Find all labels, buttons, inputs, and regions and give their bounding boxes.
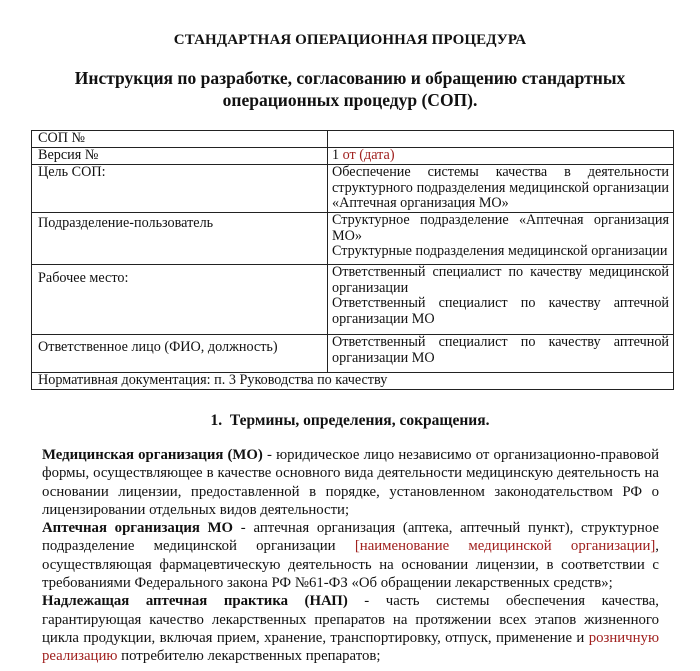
workplace-label: Рабочее место:	[32, 265, 328, 335]
sop-number-label: СОП №	[32, 131, 328, 148]
workplace-value	[328, 265, 674, 335]
definition-term: Надлежащая аптечная практика (НАП)	[42, 593, 348, 610]
definition-term: Медицинская организация (МО)	[42, 447, 263, 463]
table-row-sop-number	[32, 131, 674, 148]
purpose-value: Обеспечение системы качества в деятельности структурного подразделения медицинской организации «Аптечная организация МО»	[328, 165, 674, 213]
definition-text: - аптечная организация (аптека, аптечный пункт), структурное подразделение медицинской организации	[42, 520, 659, 555]
version-number: 1	[332, 147, 340, 163]
user-unit-value-1: Структурное подразделение «Аптечная организация МО»	[332, 212, 669, 244]
definition-item	[42, 446, 659, 519]
definition-text: - юридическое лицо независимо от организационно-правовой формы, осуществляющее в качестве основного вида деятельности медицинскую деятельность на основании лицензии, предоставленной в порядке, установленном законодательством РФ о лицензировании отдельных видов деятельности;	[42, 447, 659, 518]
sop-number-value	[328, 131, 674, 148]
table-row-responsible	[32, 335, 674, 373]
workplace-value-1: Ответственный специалист по качеству медицинской организации	[332, 264, 669, 296]
version-label: Версия №	[32, 148, 328, 165]
definition-text: - часть системы обеспечения качества, гарантирующая качество лекарственных препаратов на протяжении всех этапов жизненного цикла продукции, включая прием, хранение, транспортировку, отпуск, применение и	[42, 593, 659, 646]
user-unit-label: Подразделение-пользователь	[32, 213, 328, 265]
user-unit-value-2: Структурные подразделения медицинской организации	[332, 243, 668, 259]
document-subtitle: Инструкция по разработке, согласованию и обращению стандартных операционных процедур (СОП).	[74, 68, 626, 110]
definitions-list	[42, 446, 659, 666]
table-row-user-unit	[32, 213, 674, 265]
section-title: Термины, определения, сокращения.	[229, 412, 490, 429]
table-row-version	[32, 148, 674, 165]
definition-text: , осуществляющая фармацевтическую деятельность на основании лицензии, в соответствии с требованиями Федерального закона РФ №61-ФЗ «Об обращении лекарственных средств»;	[42, 538, 659, 592]
retail-sale-placeholder: розничную реализацию	[42, 629, 659, 665]
normative-documentation: Нормативная документация: п. 3 Руководства по качеству	[32, 373, 674, 390]
table-row-workplace	[32, 265, 674, 335]
definition-term: Аптечная организация МО	[42, 520, 234, 537]
section-number: 1.	[210, 412, 223, 429]
table-row-purpose	[32, 165, 674, 213]
definition-item	[42, 592, 659, 665]
table-row-normative	[32, 373, 674, 390]
organization-name-placeholder: [наименование медицинской организации]	[354, 538, 656, 555]
purpose-label: Цель СОП:	[32, 165, 328, 213]
section-heading	[0, 412, 700, 430]
sop-info-table	[31, 130, 674, 390]
responsible-label: Ответственное лицо (ФИО, должность)	[32, 335, 328, 373]
version-date-placeholder: от (дата)	[342, 147, 395, 163]
user-unit-value	[328, 213, 674, 265]
definition-item	[42, 519, 659, 592]
workplace-value-2: Ответственный специалист по качеству аптечной организации МО	[332, 295, 669, 327]
definition-text: потребителю лекарственных препаратов;	[117, 648, 381, 665]
document-title: СТАНДАРТНАЯ ОПЕРАЦИОННАЯ ПРОЦЕДУРА	[173, 32, 527, 48]
version-value	[328, 148, 674, 165]
responsible-value: Ответственный специалист по качеству аптечной организации МО	[328, 335, 674, 373]
